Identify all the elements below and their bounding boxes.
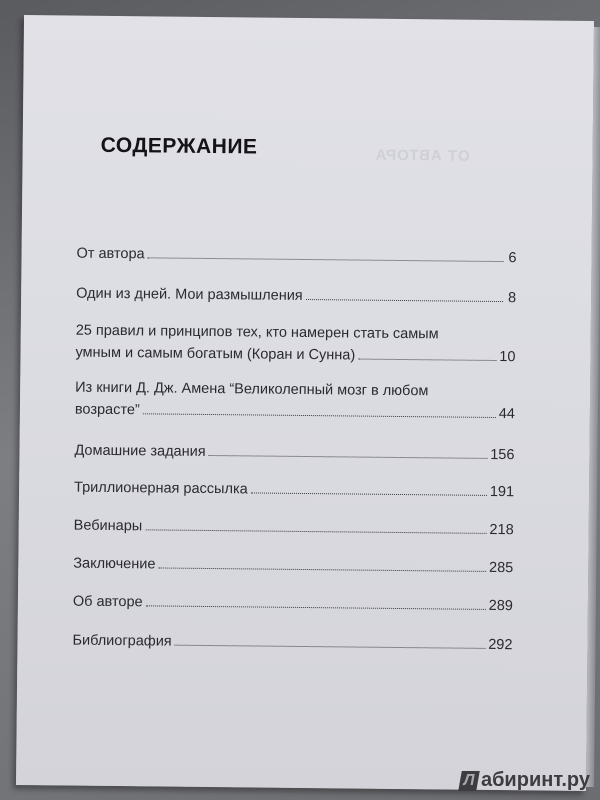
toc-entry-title: Об авторе bbox=[72, 593, 143, 611]
dot-leader bbox=[358, 359, 496, 361]
labirint-watermark bbox=[460, 769, 590, 792]
toc-entry-title: Домашние задания bbox=[74, 442, 206, 460]
toc-entry-page: 292 bbox=[488, 636, 513, 654]
toc-entry-title: Вебинары bbox=[73, 517, 143, 535]
bleed-through-text: ОТ АВТОРА bbox=[374, 146, 470, 165]
toc-entry-page: 44 bbox=[498, 406, 515, 423]
toc-entry-page: 218 bbox=[489, 521, 514, 539]
toc-entry bbox=[76, 244, 516, 269]
book-page bbox=[16, 15, 594, 791]
watermark-text: абиринт.ру bbox=[480, 769, 590, 791]
toc-entry bbox=[76, 284, 516, 309]
toc-entry-page: 191 bbox=[489, 483, 515, 501]
toc-entry-title-line: возрасте” bbox=[74, 401, 140, 419]
toc-entry-title: От автора bbox=[76, 245, 145, 263]
toc-entry-page: 289 bbox=[488, 597, 513, 615]
toc-entry-title-line: Из книги Д. Дж. Амена “Великолепный мозг в любом bbox=[75, 379, 429, 400]
toc-entry bbox=[73, 592, 513, 617]
toc-entry bbox=[75, 378, 515, 425]
dot-leader bbox=[306, 299, 503, 302]
toc-entry-page: 8 bbox=[507, 290, 517, 307]
toc-entry-title: Триллионерная рассылка bbox=[74, 479, 248, 498]
toc-entry bbox=[73, 554, 513, 579]
toc-entry-title: Библиография bbox=[72, 632, 172, 650]
toc-entry-page: 10 bbox=[499, 349, 516, 366]
toc-entry-page: 6 bbox=[508, 250, 517, 267]
toc-entry bbox=[74, 441, 514, 466]
dot-leader bbox=[158, 567, 486, 571]
dot-leader bbox=[146, 605, 486, 610]
dot-leader bbox=[251, 492, 487, 495]
toc-entry bbox=[75, 321, 515, 368]
dot-leader bbox=[175, 645, 486, 649]
toc-entry bbox=[72, 631, 512, 656]
toc-entry-title-line: 25 правил и принципов тех, кто намерен стать самым bbox=[75, 322, 439, 343]
toc-entry-title: Один из дней. Мои размышления bbox=[76, 285, 303, 304]
dot-leader bbox=[143, 413, 496, 418]
dot-leader bbox=[145, 529, 486, 534]
labirint-logo-icon: Л bbox=[458, 771, 480, 791]
toc-entry-title-line: умным и самым богатым (Коран и Сунна) bbox=[75, 344, 356, 364]
toc-entry-title: Заключение bbox=[73, 555, 156, 573]
dot-leader bbox=[209, 455, 488, 459]
toc-entry bbox=[74, 478, 514, 503]
page-title: СОДЕРЖАНИЕ bbox=[100, 133, 258, 159]
toc-entry-page: 285 bbox=[488, 559, 514, 577]
toc-entry bbox=[74, 516, 514, 541]
dot-leader bbox=[148, 257, 504, 262]
toc-entry-page: 156 bbox=[490, 446, 515, 464]
